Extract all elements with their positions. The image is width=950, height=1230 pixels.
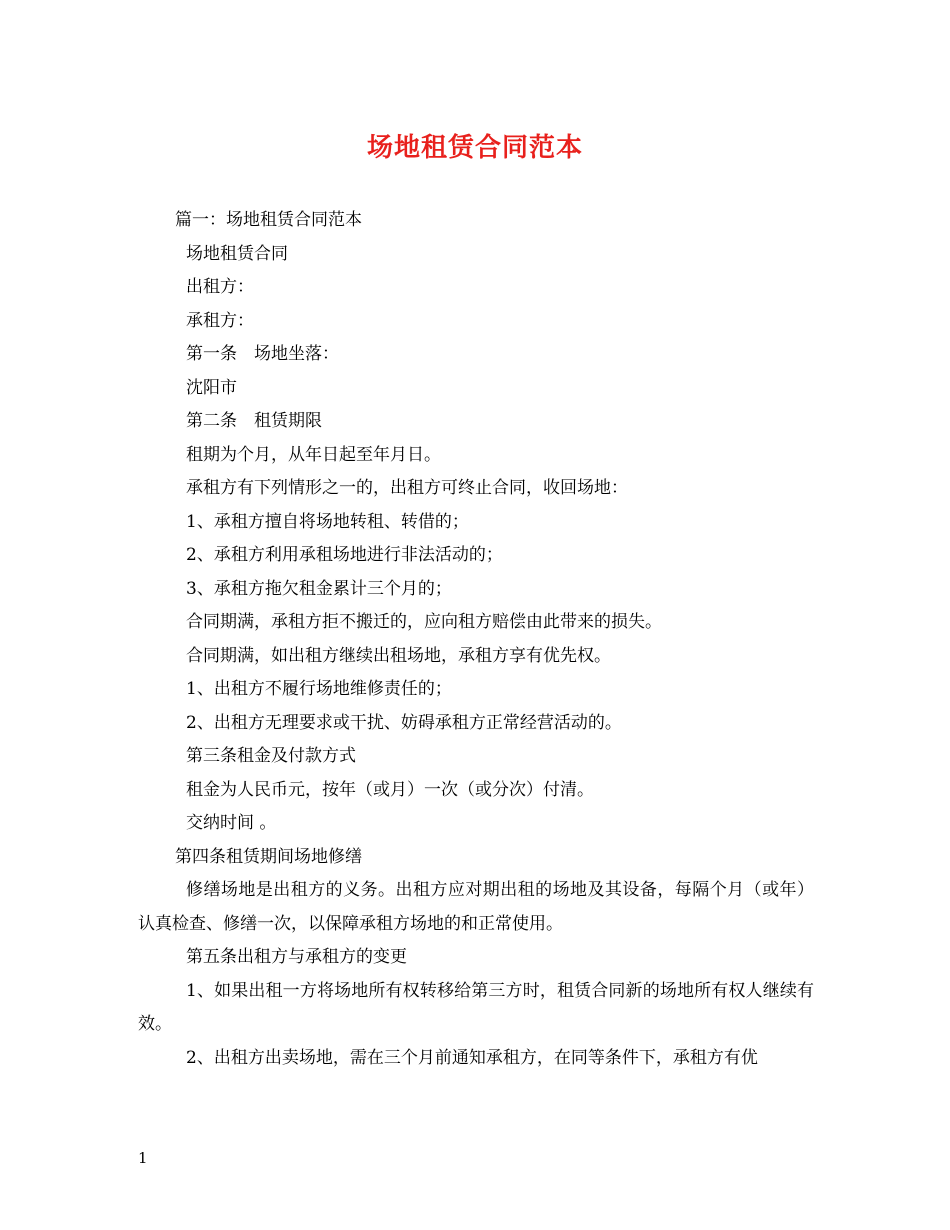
sale-paragraph: 2、出租方出卖场地，需在三个月前通知承租方，在同等条件下，承租方有优	[186, 1047, 758, 1068]
priority-line: 合同期满，如出租方继续出租场地，承租方享有优先权。	[186, 645, 611, 666]
section-heading: 篇一：场地租赁合同范本	[175, 210, 362, 230]
lease-term-line: 租期为个月，从年日起至年月日。	[186, 444, 441, 465]
list-item: 3、承租方拖欠租金累计三个月的；	[186, 578, 452, 599]
article-1-heading: 第一条 场地坐落：	[186, 344, 339, 364]
document-body	[138, 204, 814, 1075]
article-2-heading: 第二条 租赁期限	[186, 411, 322, 431]
list-item: 2、承租方利用承租场地进行非法活动的；	[186, 545, 503, 565]
article-3-heading: 第三条租金及付款方式	[186, 746, 356, 766]
lessor-line: 出租方：	[186, 277, 254, 297]
rent-line: 租金为人民币元，按年（或月）一次（或分次）付清。	[186, 779, 594, 800]
payment-time-line: 交纳时间 。	[186, 813, 277, 833]
article-4-heading: 第四条租赁期间场地修缮	[175, 846, 362, 867]
location-line: 沈阳市	[186, 377, 237, 398]
termination-line: 承租方有下列情形之一的，出租方可终止合同，收回场地：	[186, 478, 628, 498]
document-title: 场地租赁合同范本	[366, 133, 583, 163]
page-number: 1	[138, 1149, 148, 1167]
lessee-line: 承租方：	[186, 310, 254, 331]
article-5-heading: 第五条出租方与承租方的变更	[186, 947, 407, 967]
list-item: 1、出租方不履行场地维修责任的；	[186, 679, 452, 699]
repair-paragraph: 修缮场地是出租方的义务。出租方应对期出租的场地及其设备，每隔个月（或年）认真检查、修缮一次，以保障承租方场地的和正常使用。	[138, 880, 814, 934]
expiry-line: 合同期满，承租方拒不搬迁的，应向租方赔偿由此带来的损失。	[186, 612, 662, 632]
list-item: 2、出租方无理要求或干扰、妨碍承租方正常经营活动的。	[186, 712, 622, 733]
list-item: 1、承租方擅自将场地转租、转借的；	[186, 511, 469, 532]
transfer-paragraph: 1、如果出租一方将场地所有权转移给第三方时，租赁合同新的场地所有权人继续有效。	[138, 980, 814, 1034]
contract-heading: 场地租赁合同	[186, 243, 288, 264]
